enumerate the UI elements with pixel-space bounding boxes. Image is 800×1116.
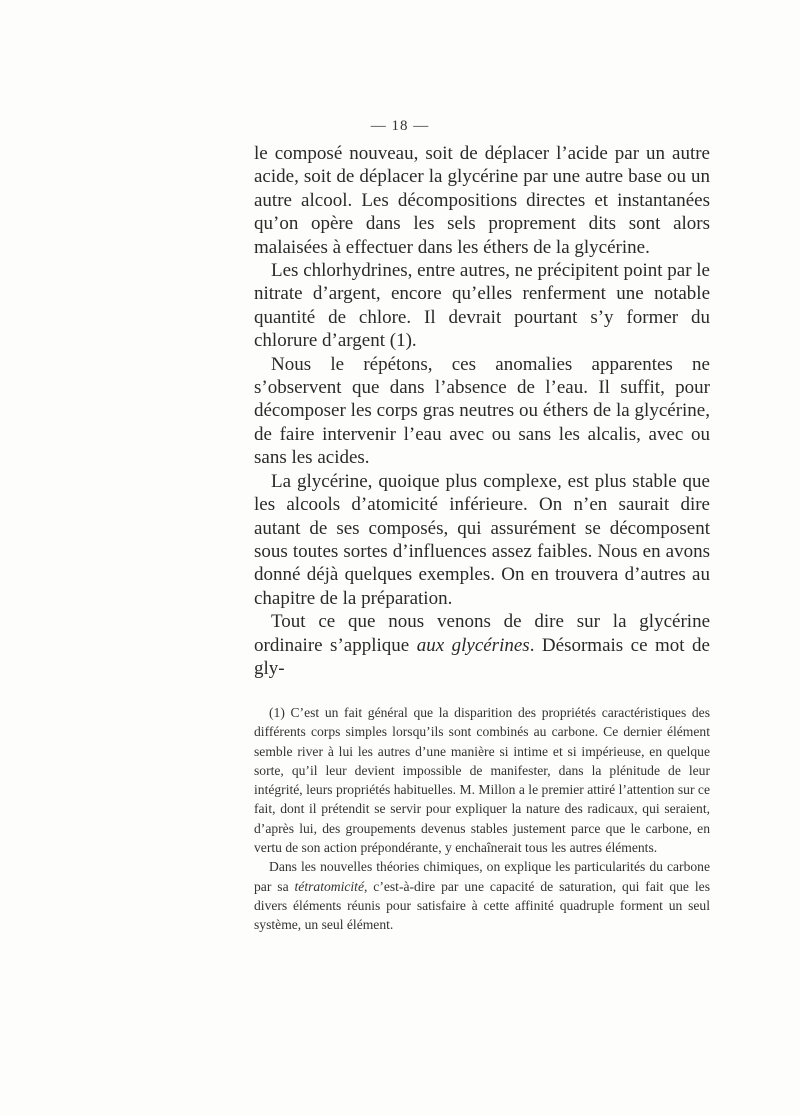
footnotes bbox=[254, 703, 710, 935]
paragraph-1: le composé nouveau, soit de déplacer l’acide par un autre acide, soit de déplacer la glycérine par une autre base ou un autre alcool. Les décompositions directes et instantanées qu’on opère dans les sels proprement dits sont alors malaisées à effectuer dans les éthers de la glycérine. bbox=[254, 143, 710, 258]
footnote-1: (1) C’est un fait général que la disparition des propriétés caractéristiques des différents corps simples lorsqu’ils sont combinés au carbone. Ce dernier élément semble river à lui les autres d’une manière si intime et si impérieuse, en quelque sorte, qu’il leur devient impossible de manifester, dans la plénitude de leur intégrité, leurs propriétés habituelles. M. Millon a le premier attiré l’attention sur ce fait, dont il prétendit se servir pour expliquer la nature des radicaux, qui seraient, d’après lui, des groupements devenus stables justement parce que le carbone, en vertu de son action prépondérante, y enchaînerait tous les autres éléments. bbox=[254, 705, 710, 856]
paragraph-5 bbox=[254, 610, 710, 680]
footnote-1-continued bbox=[254, 857, 710, 934]
paragraph-5-end: . Désormais ce mot de gly- bbox=[254, 634, 710, 679]
paragraph-5-start: Tout ce que nous venons de dire sur la glycérine ordinaire s’applique bbox=[254, 611, 710, 656]
footnote-2-start: Dans les nouvelles théories chimiques, on explique les particularités du carbone par sa bbox=[254, 859, 710, 894]
paragraph-5-italic: aux glycérines bbox=[416, 634, 530, 656]
footnote-2-italic: tétratomicité bbox=[294, 878, 364, 894]
footnote-2-end: , c’est-à-dire par une capacité de saturation, qui fait que les divers éléments réunis pour satisfaire à cette affinité quadruple forment un seul système, un seul élément. bbox=[254, 878, 710, 933]
body-text bbox=[254, 142, 710, 680]
paragraph-4: La glycérine, quoique plus complexe, est plus stable que les alcools d’atomicité inférieure. On n’en saurait dire autant de ses composés, qui assurément se décomposent sous toutes sortes d’influences assez faibles. Nous en avons donné déjà quelques exemples. On en trouvera d’autres au chapitre de la préparation. bbox=[254, 470, 710, 609]
paragraph-3: Nous le répétons, ces anomalies apparentes ne s’observent que dans l’absence de l’eau. Il suffit, pour décomposer les corps gras neutres ou éthers de la glycérine, de faire intervenir l’eau avec ou sans les alcalis, avec ou sans les acides. bbox=[254, 353, 710, 469]
page-number: — 18 — bbox=[370, 118, 430, 134]
paragraph-2: Les chlorhydrines, entre autres, ne précipitent point par le nitrate d’argent, encore qu’elles renferment une notable quantité de chlore. Il devrait pourtant s’y former du chlorure d’argent (1). bbox=[254, 260, 710, 352]
